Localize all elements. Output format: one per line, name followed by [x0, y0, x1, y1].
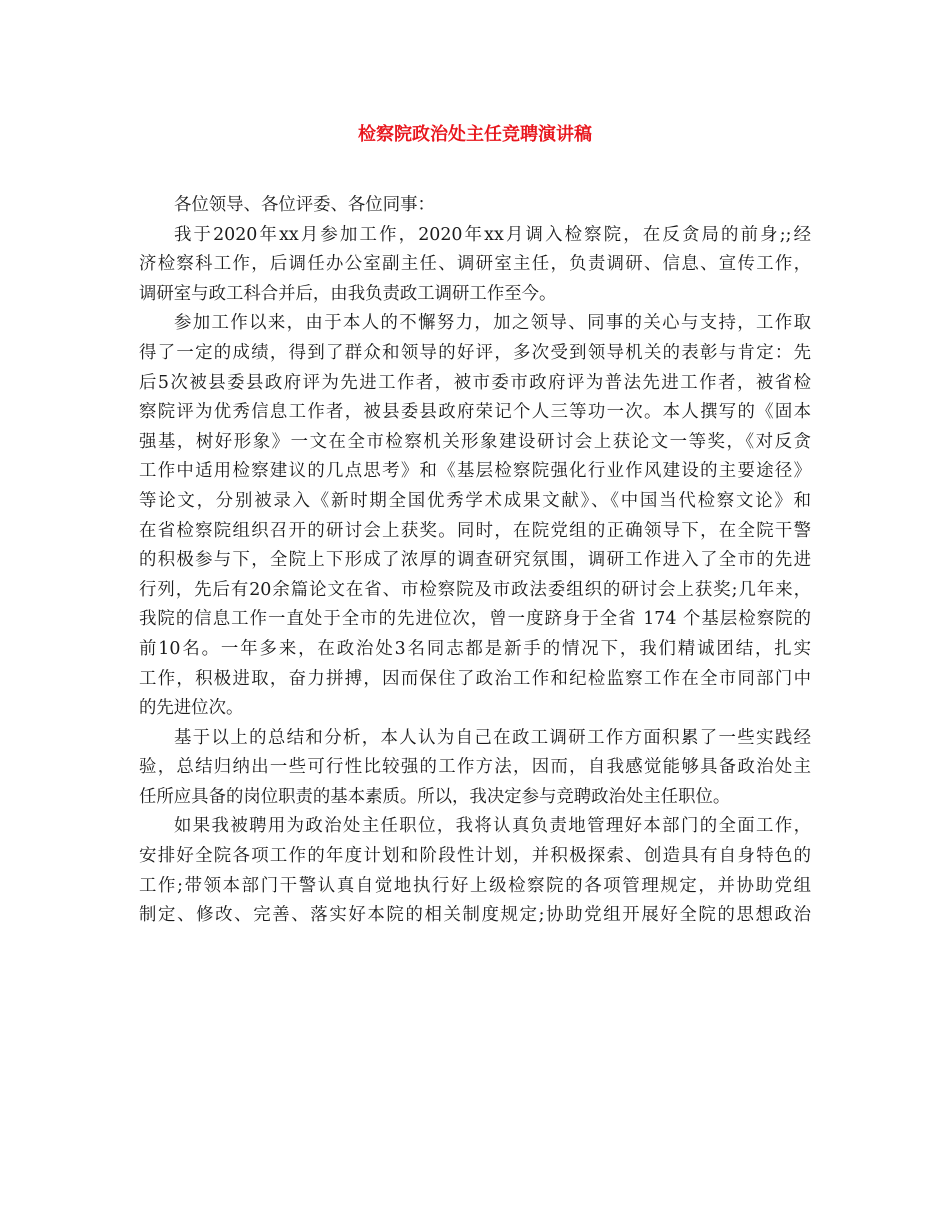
text-line: 在省检察院组织召开的研讨会上获奖。同时，在院党组的正确领导下，在全院干警	[139, 520, 811, 541]
text-line: 前10名。一年多来，在政治处3名同志都是新手的情况下，我们精诚团结，扎实	[139, 638, 811, 659]
document-title: 检察院政治处主任竞聘演讲稿	[358, 124, 592, 145]
text-line: 行列，先后有20余篇论文在省、市检察院及市政法委组织的研讨会上获奖;几年来，	[139, 579, 811, 600]
text-line: 后5次被县委县政府评为先进工作者，被市委市政府评为普法先进工作者，被省检	[139, 372, 811, 393]
text-line: 验，总结归纳出一些可行性比较强的工作方法，因而，自我感觉能够具备政治处主	[139, 757, 811, 778]
text-line: 我于2020年xx月参加工作，2020年xx月调入检察院，在反贪局的前身;;经	[174, 224, 811, 245]
text-line: 察院评为优秀信息工作者，被县委县政府荣记个人三等功一次。本人撰写的《固本	[139, 402, 811, 423]
text-line: 的积极参与下，全院上下形成了浓厚的调查研究氛围，调研工作进入了全市的先进	[139, 550, 811, 571]
text-line: 如果我被聘用为政治处主任职位，我将认真负责地管理好本部门的全面工作，	[174, 816, 811, 837]
text-line: 工作中适用检察建议的几点思考》和《基层检察院强化行业作风建设的主要途径》	[139, 461, 811, 482]
text-line: 得了一定的成绩，得到了群众和领导的好评，多次受到领导机关的表彰与肯定：先	[139, 342, 811, 363]
text-line: 等论文，分别被录入《新时期全国优秀学术成果文献》、《中国当代检察文论》和	[139, 490, 811, 511]
text-line: 我院的信息工作一直处于全市的先进位次，曾一度跻身于全省 174 个基层检察院的	[139, 609, 811, 630]
text-line: 工作;带领本部门干警认真自觉地执行好上级检察院的各项管理规定，并协助党组	[139, 875, 811, 896]
document-body	[139, 191, 811, 931]
text-line: 任所应具备的岗位职责的基本素质。所以，我决定参与竞聘政治处主任职位。	[139, 786, 731, 807]
text-line: 制定、修改、完善、落实好本院的相关制度规定;协助党组开展好全院的思想政治	[139, 905, 811, 926]
text-line: 参加工作以来，由于本人的不懈努力，加之领导、同事的关心与支持，工作取	[174, 313, 811, 334]
text-line: 安排好全院各项工作的年度计划和阶段性计划，并积极探索、创造具有自身特色的	[139, 846, 811, 867]
text-line: 基于以上的总结和分析，本人认为自己在政工调研工作方面积累了一些实践经	[174, 727, 811, 748]
text-line: 济检察科工作，后调任办公室副主任、调研室主任，负责调研、信息、宣传工作，	[139, 254, 811, 275]
text-line: 工作，积极进取，奋力拼搏，因而保住了政治工作和纪检监察工作在全市同部门中	[139, 668, 811, 689]
text-line: 各位领导、各位评委、各位同事：	[174, 195, 435, 215]
text-line: 强基，树好形象》一文在全市检察机关形象建设研讨会上获论文一等奖，《对反贪	[139, 431, 811, 452]
text-line: 的先进位次。	[139, 698, 244, 719]
text-line: 调研室与政工科合并后，由我负责政工调研工作至今。	[139, 283, 557, 304]
